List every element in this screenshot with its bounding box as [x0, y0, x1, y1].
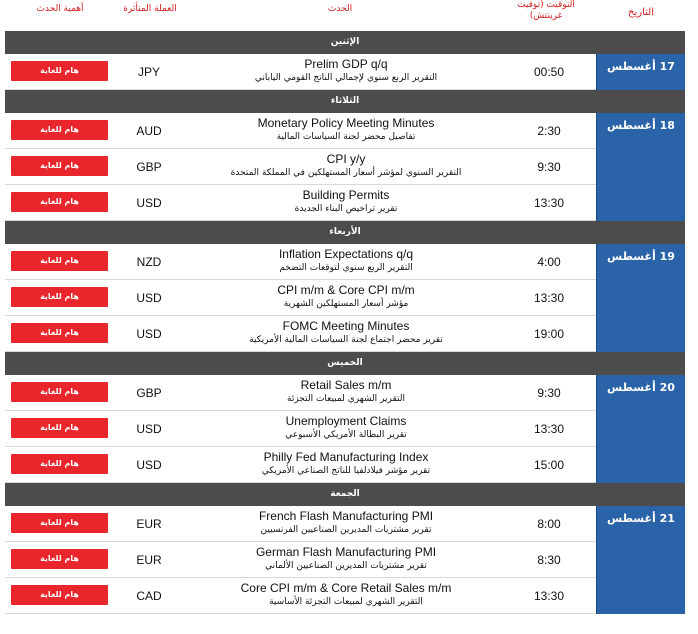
importance-button[interactable]: هام للغاية [11, 513, 108, 533]
event-name[interactable]: CPI y/y [326, 152, 366, 166]
event-name[interactable]: Monetary Policy Meeting Minutes [257, 116, 435, 130]
table-row [5, 54, 685, 90]
event-description: تقرير مؤشر فيلادلفيا للناتج الصناعي الأمريكي [261, 466, 431, 476]
event-name[interactable]: French Flash Manufacturing PMI [258, 509, 434, 523]
event-cell [191, 450, 501, 478]
currency-cell: CAD [136, 589, 162, 603]
table-row [5, 447, 685, 483]
event-cell [191, 545, 501, 573]
event-cell [191, 152, 501, 180]
importance-button[interactable]: هام للغاية [11, 61, 108, 81]
table-row [5, 316, 685, 352]
table-row [5, 375, 685, 411]
date-label: 17 أغسطس [607, 60, 675, 73]
table-row [5, 542, 685, 578]
date-label: 19 أغسطس [607, 250, 675, 263]
importance-button[interactable]: هام للغاية [11, 382, 108, 402]
time-cell: 13:30 [533, 196, 565, 210]
event-name[interactable]: CPI m/m & Core CPI m/m [277, 283, 415, 297]
event-description: تقرير محضر اجتماع لجنة السياسات المالية الأمريكية [249, 335, 443, 345]
date-cell [596, 375, 685, 483]
event-name[interactable]: Inflation Expectations q/q [278, 247, 414, 261]
currency-cell: EUR [136, 553, 162, 567]
day-header: الخميس [5, 352, 685, 375]
time-cell: 15:00 [533, 458, 565, 472]
header-event: الحدث [327, 4, 353, 14]
date-cell [596, 506, 685, 614]
event-name[interactable]: Unemployment Claims [285, 414, 407, 428]
day-header: الإثنين [5, 31, 685, 54]
event-description: تفاصيل محضر لجنة السياسات المالية [276, 132, 416, 142]
event-cell [191, 414, 501, 442]
event-name[interactable]: German Flash Manufacturing PMI [255, 545, 437, 559]
table-row [5, 506, 685, 542]
event-description: التقرير الشهري لمبيعات التجزئة الأساسية [269, 597, 423, 607]
event-name[interactable]: Retail Sales m/m [300, 378, 392, 392]
event-name[interactable]: Core CPI m/m & Core Retail Sales m/m [240, 581, 452, 595]
day-group [5, 54, 685, 90]
day-group [5, 375, 685, 483]
event-cell [191, 581, 501, 609]
currency-cell: USD [136, 327, 162, 341]
event-description: مؤشر أسعار المستهلكين الشهرية [283, 299, 409, 309]
table-header [0, 0, 698, 30]
table-row [5, 411, 685, 447]
time-cell: 4:00 [537, 255, 561, 269]
economic-calendar-table [5, 31, 685, 614]
table-row [5, 578, 685, 614]
currency-cell: NZD [136, 255, 162, 269]
currency-cell: USD [136, 196, 162, 210]
date-label: 20 أغسطس [607, 381, 675, 394]
table-row [5, 185, 685, 221]
date-cell [596, 54, 685, 90]
importance-button[interactable]: هام للغاية [11, 418, 108, 438]
event-cell [191, 116, 501, 144]
event-description: تقرير مشتريات المديرين الصناعيين الألماني [265, 561, 427, 571]
table-row [5, 149, 685, 185]
time-cell: 8:00 [537, 517, 561, 531]
day-header: الأربعاء [5, 221, 685, 244]
event-cell [191, 509, 501, 537]
importance-button[interactable]: هام للغاية [11, 156, 108, 176]
event-name[interactable]: FOMC Meeting Minutes [282, 319, 410, 333]
event-description: التقرير الربع سنوي لإجمالي الناتج القومي الياباني [254, 73, 438, 83]
event-cell [191, 188, 501, 216]
event-description: تقرير تراخيص البناء الجديدة [294, 204, 398, 214]
event-name[interactable]: Philly Fed Manufacturing Index [263, 450, 429, 464]
importance-button[interactable]: هام للغاية [11, 120, 108, 140]
day-group [5, 113, 685, 221]
event-cell [191, 319, 501, 347]
event-cell [191, 247, 501, 275]
time-cell: 2:30 [537, 124, 561, 138]
header-time: التوقيت (توقيت غرينتش) [517, 0, 575, 21]
event-description: التقرير الشهري لمبيعات التجزئة [287, 394, 405, 404]
time-cell: 8:30 [537, 553, 561, 567]
currency-cell: USD [136, 458, 162, 472]
table-row [5, 113, 685, 149]
currency-cell: EUR [136, 517, 162, 531]
importance-button[interactable]: هام للغاية [11, 192, 108, 212]
importance-button[interactable]: هام للغاية [11, 251, 108, 271]
currency-cell: JPY [137, 65, 160, 79]
time-cell: 00:50 [533, 65, 565, 79]
day-group [5, 506, 685, 614]
header-date: التاريخ [628, 7, 654, 18]
table-row [5, 244, 685, 280]
event-cell [191, 57, 501, 85]
time-cell: 13:30 [533, 422, 565, 436]
event-cell [191, 283, 501, 311]
day-group [5, 244, 685, 352]
time-cell: 13:30 [533, 291, 565, 305]
importance-button[interactable]: هام للغاية [11, 454, 108, 474]
date-label: 21 أغسطس [607, 512, 675, 525]
currency-cell: USD [136, 291, 162, 305]
day-header: الجمعة [5, 483, 685, 506]
event-description: التقرير الربع سنوي لتوقعات التضخم [279, 263, 413, 273]
currency-cell: USD [136, 422, 162, 436]
importance-button[interactable]: هام للغاية [11, 585, 108, 605]
time-cell: 9:30 [537, 160, 561, 174]
date-cell [596, 113, 685, 221]
date-cell [596, 244, 685, 352]
event-cell [191, 378, 501, 406]
time-cell: 9:30 [537, 386, 561, 400]
currency-cell: GBP [136, 160, 162, 174]
header-currency: العملة المتأثرة [123, 4, 177, 14]
importance-button[interactable]: هام للغاية [11, 323, 108, 343]
currency-cell: GBP [136, 386, 162, 400]
table-row [5, 280, 685, 316]
time-cell: 19:00 [533, 327, 565, 341]
event-description: التقرير السنوي لمؤشر أسعار المستهلكين في المملكة المتحدة [230, 168, 462, 178]
event-description: تقرير البطالة الأمريكي الأسبوعي [285, 430, 407, 440]
importance-button[interactable]: هام للغاية [11, 549, 108, 569]
currency-cell: AUD [136, 124, 162, 138]
time-cell: 13:30 [533, 589, 565, 603]
date-label: 18 أغسطس [607, 119, 675, 132]
importance-button[interactable]: هام للغاية [11, 287, 108, 307]
event-description: تقرير مشتريات المديرين الصناعيين الفرنسيين [260, 525, 432, 535]
event-name[interactable]: Prelim GDP q/q [304, 57, 388, 71]
day-header: الثلاثاء [5, 90, 685, 113]
event-name[interactable]: Building Permits [302, 188, 390, 202]
header-importance: أهمية الحدث [36, 4, 84, 14]
